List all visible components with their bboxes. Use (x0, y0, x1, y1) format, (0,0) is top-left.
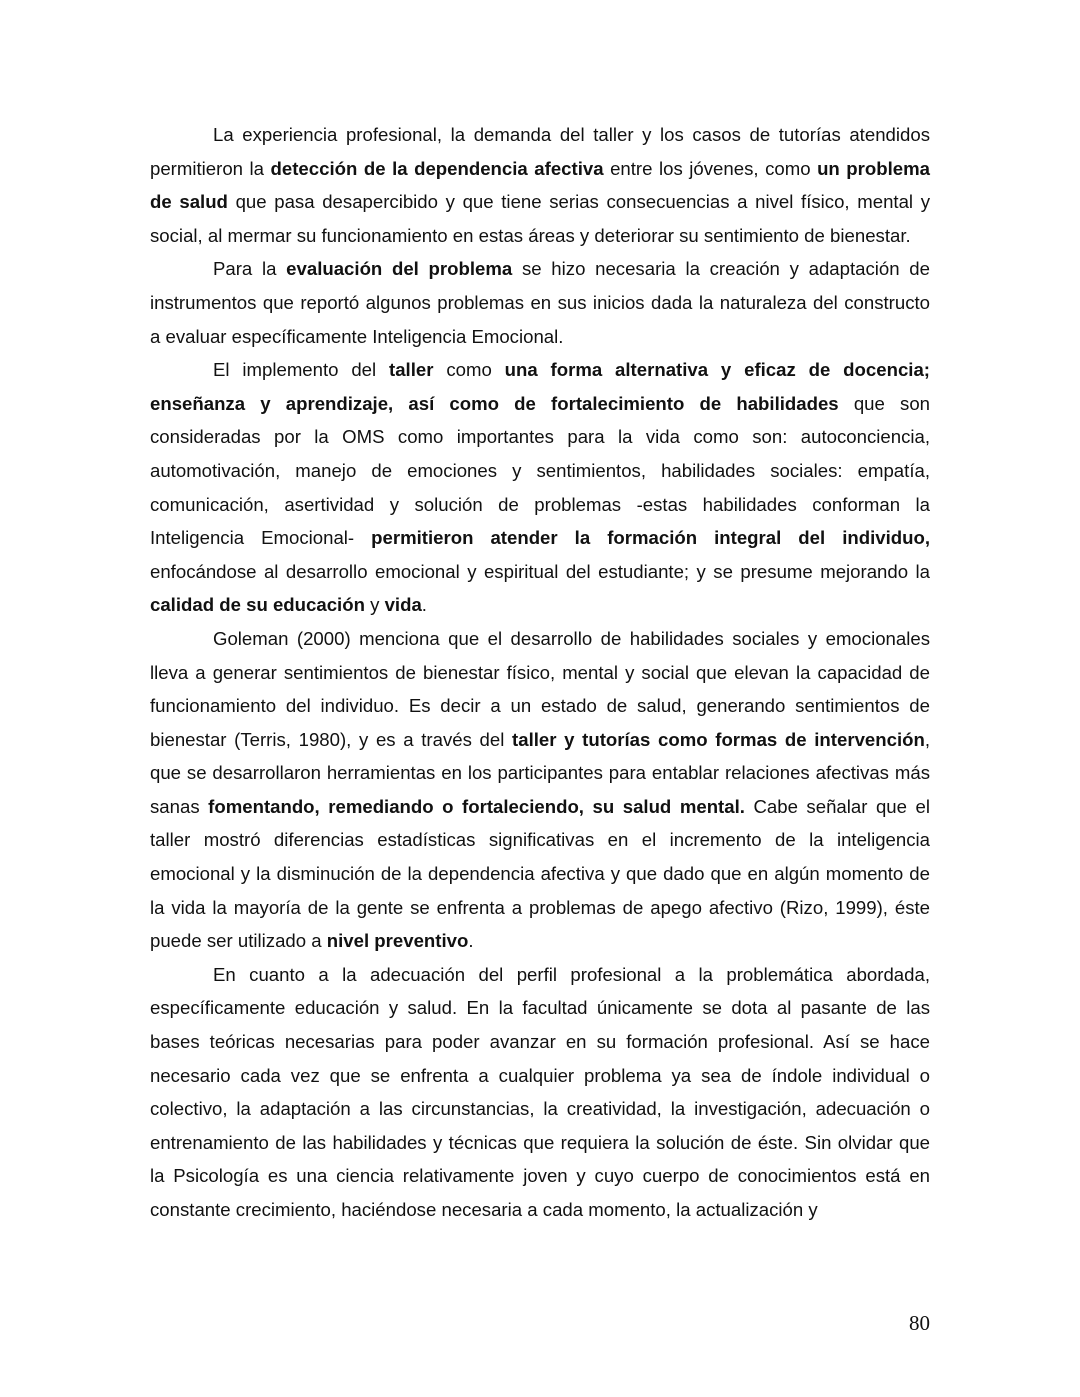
bold-run: un problema de salud (150, 157, 930, 213)
text-run: Para la (213, 258, 287, 280)
page-body (150, 118, 930, 1227)
page-number: 80 (909, 1311, 930, 1335)
bold-run: taller y tutorías como formas de intervención (512, 728, 925, 750)
text-run: como (433, 359, 505, 381)
bold-run: taller (389, 359, 434, 381)
text-run: se hizo necesaria la creación y adaptación de instrumentos que reportó algunos problemas en sus inicios dada la naturaleza del constructo a evaluar específicamente Inteligencia Emocional. (150, 258, 930, 347)
bold-run: una forma alternativa y eficaz de docencia; enseñanza y aprendizaje, así como de fortalecimiento de habilidades (150, 359, 930, 414)
bold-run: nivel preventivo (326, 930, 469, 952)
bold-run: fomentando, remediando o fortaleciendo, su salud mental. (208, 795, 745, 817)
text-run: entre los jóvenes, como (603, 157, 818, 179)
bold-run: evaluación del problema (286, 258, 513, 280)
paragraph-professional-profile (150, 958, 930, 1227)
paragraph-workshop (150, 353, 930, 622)
paragraph-evaluation (150, 252, 930, 353)
paragraph-detection (150, 118, 930, 252)
text-run: . (468, 930, 474, 952)
bold-run: vida (384, 594, 422, 616)
text-run: . (421, 594, 427, 616)
text-run: La experiencia profesional, la demanda del taller y los casos de tutorías atendidos permitieron la (150, 124, 930, 179)
text-run: que son consideradas por la OMS como importantes para la vida como son: autoconciencia, automotivación, manejo de emociones y sentimientos, habilidades sociales: empatía, comunicación, asertividad y solución de problemas -estas habilidades conforman la Inteligencia Emocional- (150, 392, 930, 549)
text-run: En cuanto a la adecuación del perfil profesional a la problemática abordada, específicamente educación y salud. En la facultad únicamente se dota al pasante de las bases teóricas necesarias para poder avanzar en su formación profesional. Así se hace necesario cada vez que se enfrenta a cualquier problema ya sea de índole individual o colectivo, la adaptación a las circunstancias, la creatividad, la investigación, adecuación o entrenamiento de las habilidades y técnicas que requiera la solución de éste. Sin olvidar que la Psicología es una ciencia relativamente joven y cuyo cuerpo de conocimientos está en constante crecimiento, haciéndose necesaria a cada momento, la actualización y (150, 963, 930, 1220)
text-run: Cabe señalar que el taller mostró diferencias estadísticas significativas en el incremento de la inteligencia emocional y la disminución de la dependencia afectiva y que dado que en algún momento de la vida la mayoría de la gente se enfrenta a problemas de apego afectivo (Rizo, 1999), éste puede ser utilizado a (150, 795, 930, 952)
text-run: , que se desarrollaron herramientas en los participantes para entablar relaciones afectivas más sanas (150, 728, 930, 817)
bold-run: calidad de su educación (150, 594, 365, 616)
bold-run: permitieron atender la formación integral del individuo, (371, 527, 930, 549)
text-run: enfocándose al desarrollo emocional y espiritual del estudiante; y se presume mejorando la (150, 560, 930, 582)
text-run: y (364, 594, 385, 616)
text-run: que pasa desapercibido y que tiene serias consecuencias a nivel físico, mental y social, al mermar su funcionamiento en estas áreas y deteriorar su sentimiento de bienestar. (150, 191, 930, 246)
text-run: Goleman (2000) menciona que el desarrollo de habilidades sociales y emocionales lleva a generar sentimientos de bienestar físico, mental y social que elevan la capacidad de funcionamiento del individuo. Es decir a un estado de salud, generando sentimientos de bienestar (Terris, 1980), y es a través del (150, 627, 930, 750)
bold-run: detección de la dependencia afectiva (270, 157, 604, 179)
paragraph-goleman (150, 622, 930, 958)
text-run: El implemento del (213, 359, 390, 381)
